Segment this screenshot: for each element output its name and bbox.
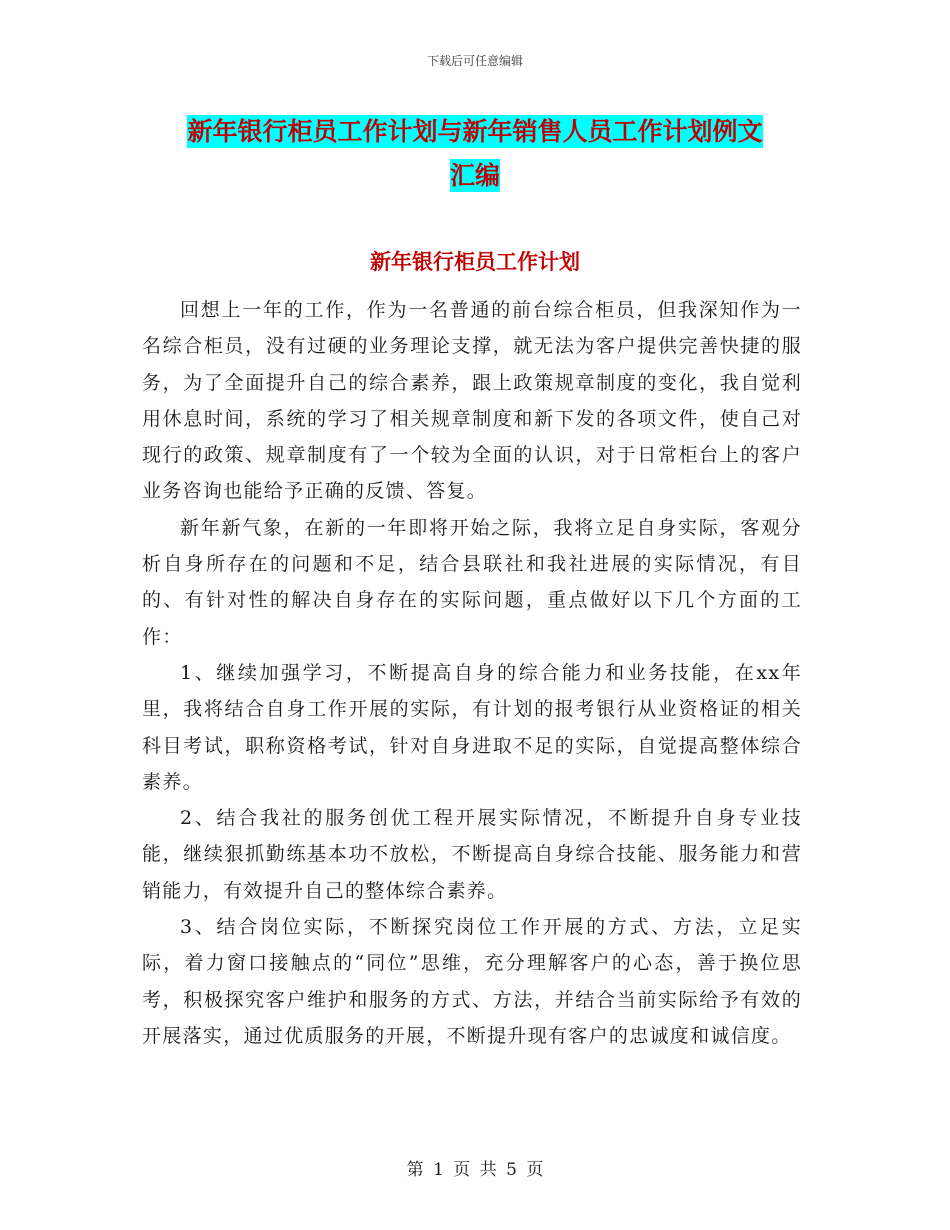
page-header-note: 下载后可任意编辑	[426, 54, 523, 68]
document-title-line-2: 汇编	[449, 161, 500, 190]
section-title: 新年银行柜员工作计划	[370, 250, 580, 274]
page-number-footer: 第 1 页 共 5 页	[406, 1160, 544, 1180]
paragraph: 2、结合我社的服务创优工程开展实际情况，不断提升自身专业技能，继续狠抓勤练基本功不放松，不断提高自身综合技能、服务能力和营销能力，有效提升自己的整体综合素养。	[142, 807, 802, 902]
paragraph: 3、结合岗位实际，不断探究岗位工作开展的方式、方法，立足实际，着力窗口接触点的“同位”思维，充分理解客户的心态，善于换位思考，积极探究客户维护和服务的方式、方法，并结合当前实际给予有效的开展落实，通过优质服务的开展，不断提升现有客户的忠诚度和诚信度。	[142, 916, 802, 1047]
paragraph: 新年新气象，在新的一年即将开始之际，我将立足自身实际，客观分析自身所存在的问题和不足，结合县联社和我社进展的实际情况，有目的、有针对性的解决自身存在的实际问题，重点做好以下几个方面的工作：	[142, 516, 802, 648]
paragraph: 回想上一年的工作，作为一名普通的前台综合柜员，但我深知作为一名综合柜员，没有过硬的业务理论支撑，就无法为客户提供完善快捷的服务，为了全面提升自己的综合素养，跟上政策规章制度的变化，我自觉利用休息时间，系统的学习了相关规章制度和新下发的各项文件，使自己对现行的政策、规章制度有了一个较为全面的认识，对于日常柜台上的客户业务咨询也能给予正确的反馈、答复。	[142, 299, 802, 503]
paragraph: 1、继续加强学习，不断提高自身的综合能力和业务技能，在xx年里，我将结合自身工作开展的实际，有计划的报考银行从业资格证的相关科目考试，职称资格考试，针对自身进取不足的实际，自觉提高整体综合素养。	[142, 661, 802, 793]
document-title	[140, 110, 810, 198]
document-title-line-1: 新年银行柜员工作计划与新年销售人员工作计划例文	[187, 117, 763, 146]
document-body	[142, 292, 802, 1054]
